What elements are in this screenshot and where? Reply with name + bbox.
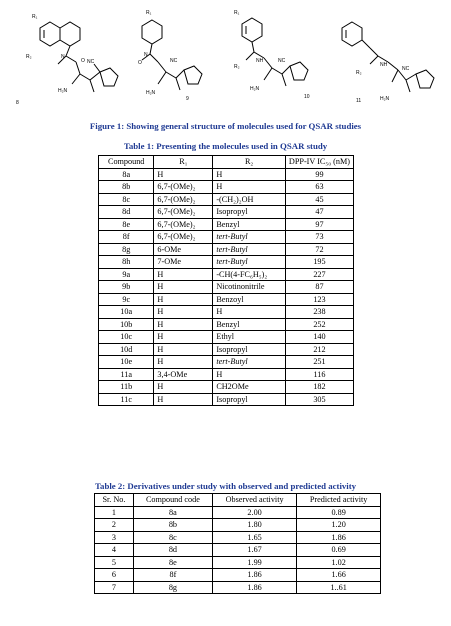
structure-8-r2-label: R₂ xyxy=(26,54,32,60)
structure-8-o-label: O xyxy=(81,58,85,64)
structure-10-h2n-label: H₂N xyxy=(250,86,260,92)
table-1-cell-ic50: 140 xyxy=(285,331,353,344)
table-1-cell-r1: 6,7-(OMe)₂ xyxy=(154,231,213,244)
table-1-cell-r1: H xyxy=(154,381,213,394)
table-1-cell-compound: 8d xyxy=(99,206,154,219)
table-1-cell-r2: Ethyl xyxy=(213,331,286,344)
structure-10-r2-label: R₂ xyxy=(234,64,240,70)
table-2-cell-sr: 2 xyxy=(95,519,134,532)
structure-11-nc-label: NC xyxy=(402,66,410,72)
table-1-cell-compound: 8g xyxy=(99,243,154,256)
table-2-cell-observed: 1.67 xyxy=(212,544,296,557)
table-1-row xyxy=(99,368,354,381)
table-2-row xyxy=(95,569,381,582)
table-2-cell-observed: 1.86 xyxy=(212,569,296,582)
table-1-cell-compound: 8e xyxy=(99,218,154,231)
table-1-cell-ic50: 123 xyxy=(285,293,353,306)
table-1-cell-r2: Benzyl xyxy=(213,218,286,231)
table-2-header-code: Compound code xyxy=(133,494,212,507)
table-1-cell-r1: 6,7-(OMe)₂ xyxy=(154,193,213,206)
table-1-row xyxy=(99,231,354,244)
table-1-cell-ic50: 99 xyxy=(285,168,353,181)
structure-10-nc-label: NC xyxy=(278,58,286,64)
table-1-cell-ic50: 73 xyxy=(285,231,353,244)
table-1-cell-r2: Isopropyl xyxy=(213,206,286,219)
table-1-cell-r2: H xyxy=(213,368,286,381)
table-1-row xyxy=(99,356,354,369)
table-1-row xyxy=(99,206,354,219)
table-1-body xyxy=(99,168,354,406)
table-1-cell-compound: 8c xyxy=(99,193,154,206)
structure-11-pyrrolidine-ring xyxy=(416,70,434,88)
table-2-cell-predicted: 1.02 xyxy=(297,556,381,569)
structure-11-r2-label: R₂ xyxy=(356,70,362,76)
table-1-header-ic50: DPP-IV IC₅₀ (nM) xyxy=(285,156,353,169)
table-1-cell-ic50: 227 xyxy=(285,268,353,281)
structure-11-number: 11 xyxy=(356,98,362,104)
table-1-cell-r2: tert-Butyl xyxy=(213,256,286,269)
table-1-cell-compound: 11b xyxy=(99,381,154,394)
table-1-cell-compound: 11a xyxy=(99,368,154,381)
table-2-cell-observed: 1.65 xyxy=(212,531,296,544)
structure-8-nc-label: NC xyxy=(87,59,95,65)
structure-11-phenyl-ring xyxy=(342,22,362,46)
table-1-cell-ic50: 238 xyxy=(285,306,353,319)
table-1-cell-compound: 8h xyxy=(99,256,154,269)
table-1-cell-r1: H xyxy=(154,331,213,344)
table-1-cell-compound: 9b xyxy=(99,281,154,294)
structure-10-number: 10 xyxy=(304,94,310,100)
table-1-cell-r2: H xyxy=(213,168,286,181)
table-1-cell-r2: Nicotinonitrile xyxy=(213,281,286,294)
table-1-cell-r1: H xyxy=(154,318,213,331)
table-2-cell-predicted: 1.20 xyxy=(297,519,381,532)
table-1-caption: Table 1: Presenting the molecules used in QSAR study xyxy=(123,141,328,151)
table-1-cell-ic50: 72 xyxy=(285,243,353,256)
table-1-cell-r2: -(CH₂)₂OH xyxy=(213,193,286,206)
table-1-cell-ic50: 63 xyxy=(285,181,353,194)
structure-8-number: 8 xyxy=(16,100,19,106)
table-2-cell-sr: 7 xyxy=(95,581,134,594)
table-2-cell-predicted: 1.66 xyxy=(297,569,381,582)
table-1-row xyxy=(99,393,354,406)
figure-1-caption: Figure 1: Showing general structure of molecules used for QSAR studies xyxy=(89,121,362,131)
table-1-cell-r1: H xyxy=(154,281,213,294)
structure-8-piperidine-ring xyxy=(60,22,80,46)
table-1-cell-ic50: 305 xyxy=(285,393,353,406)
table-1-header-r1: R₁ xyxy=(154,156,213,169)
table-2-header-predicted: Predicted activity xyxy=(297,494,381,507)
chemical-structures-figure xyxy=(0,0,451,118)
table-1-cell-compound: 8a xyxy=(99,168,154,181)
table-1-cell-r2: tert-Butyl xyxy=(213,243,286,256)
structure-9-n-label: N xyxy=(144,52,148,58)
structure-8-r1-label: R₁ xyxy=(32,14,38,20)
table-1-cell-r2: Benzyl xyxy=(213,318,286,331)
structure-9-pyrrolidine-ring xyxy=(184,66,202,84)
table-1-cell-r2: -CH(4-FC₆H₅)₂ xyxy=(213,268,286,281)
table-1-cell-ic50: 97 xyxy=(285,218,353,231)
structure-9-h2n-label: H₂N xyxy=(146,90,156,96)
table-1-cell-ic50: 116 xyxy=(285,368,353,381)
table-1-cell-r2: Isopropyl xyxy=(213,343,286,356)
table-1-cell-r1: 6-OMe xyxy=(154,243,213,256)
table-2-cell-observed: 1.80 xyxy=(212,519,296,532)
table-2-cell-code: 8b xyxy=(133,519,212,532)
table-1-cell-r2: H xyxy=(213,306,286,319)
table-1-row xyxy=(99,381,354,394)
structure-9 xyxy=(138,10,202,102)
table-1-cell-r1: H xyxy=(154,393,213,406)
table-1-cell-ic50: 251 xyxy=(285,356,353,369)
table-1-cell-ic50: 45 xyxy=(285,193,353,206)
table-2-cell-predicted: 1..61 xyxy=(297,581,381,594)
table-1-cell-r1: 7-OMe xyxy=(154,256,213,269)
table-1-cell-r2: H xyxy=(213,181,286,194)
table-1-cell-r1: H xyxy=(154,306,213,319)
table-2-row xyxy=(95,556,381,569)
table-1-cell-compound: 8b xyxy=(99,181,154,194)
table-1-row xyxy=(99,243,354,256)
table-2-cell-predicted: 1.86 xyxy=(297,531,381,544)
structure-8 xyxy=(16,14,118,106)
table-1-row xyxy=(99,193,354,206)
table-1-cell-r1: 6,7-(OMe)₂ xyxy=(154,218,213,231)
table-1-cell-r2: tert-Butyl xyxy=(213,231,286,244)
table-1-cell-r1: 6,7-(OMe)₂ xyxy=(154,206,213,219)
structure-9-r1-label: R₁ xyxy=(146,10,152,16)
table-1-cell-r1: H xyxy=(154,356,213,369)
structure-8-n-label: N xyxy=(61,54,65,60)
table-1-header-row xyxy=(99,156,354,169)
structure-8-h2n-label: H₂N xyxy=(58,88,68,94)
table-1-cell-r1: H xyxy=(154,268,213,281)
table-2-header-sr: Sr. No. xyxy=(95,494,134,507)
table-1-header-compound: Compound xyxy=(99,156,154,169)
table-1-cell-compound: 8f xyxy=(99,231,154,244)
structure-11 xyxy=(342,22,434,104)
structure-10-pyrrolidine-ring xyxy=(290,62,308,80)
structure-10-nh-label: NH xyxy=(256,58,264,64)
table-2-cell-code: 8e xyxy=(133,556,212,569)
table-1-row xyxy=(99,293,354,306)
table-2-row xyxy=(95,581,381,594)
table-1-cell-compound: 9c xyxy=(99,293,154,306)
table-1-cell-compound: 9a xyxy=(99,268,154,281)
table-1-row xyxy=(99,256,354,269)
table-1-row xyxy=(99,168,354,181)
table-1-cell-ic50: 47 xyxy=(285,206,353,219)
structure-8-aromatic-ring xyxy=(40,22,60,46)
table-2-cell-code: 8d xyxy=(133,544,212,557)
table-2-cell-sr: 6 xyxy=(95,569,134,582)
table-2-caption: Table 2: Derivatives under study with observed and predicted activity xyxy=(95,481,357,491)
structure-10-r1-label: R₁ xyxy=(234,10,240,16)
table-2-header-observed: Observed activity xyxy=(212,494,296,507)
table-1-cell-r1: 3,4-OMe xyxy=(154,368,213,381)
table-1-cell-ic50: 212 xyxy=(285,343,353,356)
table-1-cell-compound: 10e xyxy=(99,356,154,369)
table-1-row xyxy=(99,331,354,344)
table-2-cell-sr: 5 xyxy=(95,556,134,569)
table-1-cell-ic50: 87 xyxy=(285,281,353,294)
table-1-cell-compound: 10c xyxy=(99,331,154,344)
table-2-cell-predicted: 0.69 xyxy=(297,544,381,557)
structure-9-number: 9 xyxy=(186,96,189,102)
table-1-cell-r2: Benzoyl xyxy=(213,293,286,306)
structure-10 xyxy=(234,10,310,100)
table-1-row xyxy=(99,306,354,319)
table-2-cell-predicted: 0.89 xyxy=(297,506,381,519)
table-2-cell-sr: 3 xyxy=(95,531,134,544)
table-2-row xyxy=(95,519,381,532)
table-2-cell-sr: 1 xyxy=(95,506,134,519)
structure-8-pyrrolidine-ring xyxy=(100,68,118,86)
table-1-cell-r2: tert-Butyl xyxy=(213,356,286,369)
table-1-cell-compound: 11c xyxy=(99,393,154,406)
table-1-cell-r1: H xyxy=(154,293,213,306)
table-1-row xyxy=(99,318,354,331)
table-1-cell-r2: CH2OMe xyxy=(213,381,286,394)
table-2-body xyxy=(95,506,381,594)
table-1-cell-r1: 6,7-(OMe)₂ xyxy=(154,181,213,194)
table-1 xyxy=(98,155,354,406)
table-1-cell-r1: H xyxy=(154,168,213,181)
table-2-cell-code: 8c xyxy=(133,531,212,544)
table-1-cell-compound: 10b xyxy=(99,318,154,331)
table-2-row xyxy=(95,506,381,519)
structure-9-nc-label: NC xyxy=(170,58,178,64)
table-1-cell-r1: H xyxy=(154,343,213,356)
table-1-header-r2: R₂ xyxy=(213,156,286,169)
table-1-row xyxy=(99,268,354,281)
table-2-cell-observed: 2.00 xyxy=(212,506,296,519)
table-2-cell-sr: 4 xyxy=(95,544,134,557)
table-1-cell-ic50: 195 xyxy=(285,256,353,269)
structure-10-phenyl-ring xyxy=(242,18,262,42)
table-2-cell-observed: 1.86 xyxy=(212,581,296,594)
table-1-cell-ic50: 182 xyxy=(285,381,353,394)
table-1-cell-compound: 10a xyxy=(99,306,154,319)
structure-11-nh-label: NH xyxy=(380,62,388,68)
table-2-cell-code: 8g xyxy=(133,581,212,594)
table-1-cell-compound: 10d xyxy=(99,343,154,356)
structure-9-piperazine-ring xyxy=(142,20,162,44)
table-2-row xyxy=(95,531,381,544)
structure-9-o-label: O xyxy=(138,60,142,66)
table-1-row xyxy=(99,343,354,356)
table-2-row xyxy=(95,544,381,557)
table-1-cell-ic50: 252 xyxy=(285,318,353,331)
table-2-cell-code: 8f xyxy=(133,569,212,582)
table-2-header-row xyxy=(95,494,381,507)
table-2-cell-code: 8a xyxy=(133,506,212,519)
table-1-row xyxy=(99,218,354,231)
structure-11-h2n-label: H₂N xyxy=(380,96,390,102)
table-1-cell-r2: Isopropyl xyxy=(213,393,286,406)
table-2 xyxy=(94,493,381,594)
table-1-row xyxy=(99,281,354,294)
table-1-row xyxy=(99,181,354,194)
table-2-cell-observed: 1.99 xyxy=(212,556,296,569)
